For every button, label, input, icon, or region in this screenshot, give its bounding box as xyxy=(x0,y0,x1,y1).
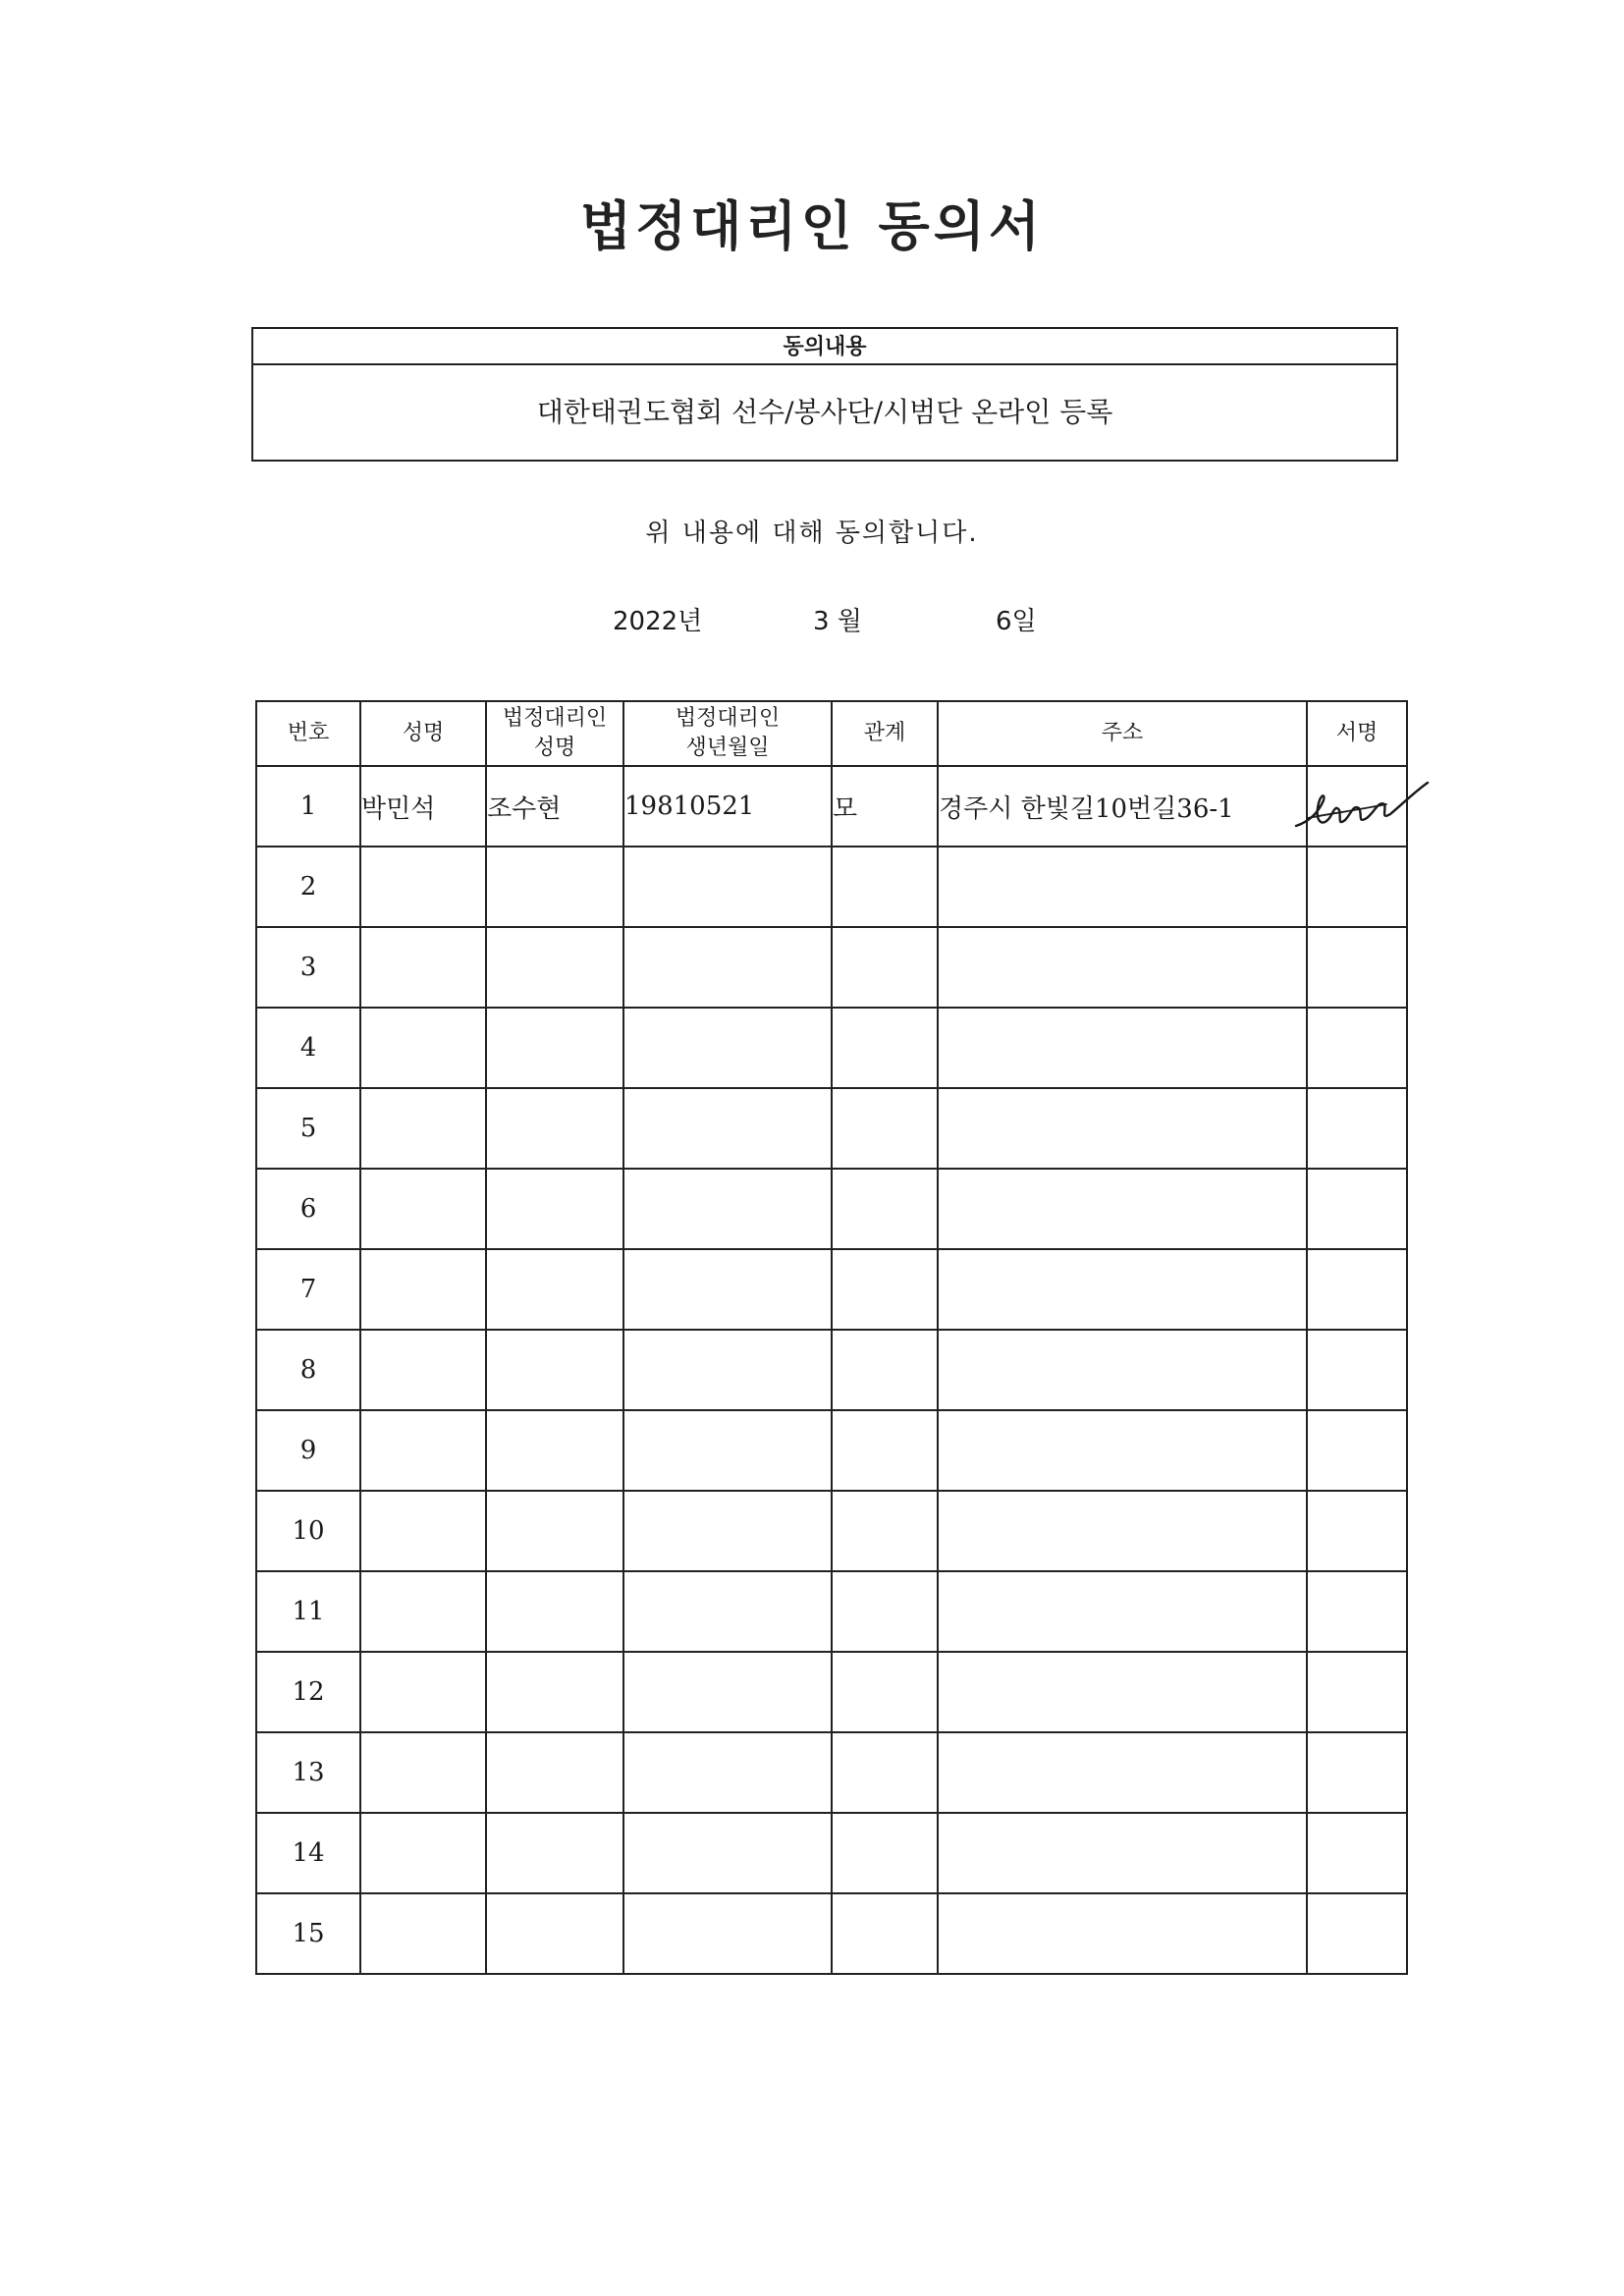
relation-cell xyxy=(832,1088,938,1169)
row-number-cell: 14 xyxy=(256,1813,360,1893)
table-row xyxy=(256,847,1407,927)
table-row xyxy=(256,1732,1407,1813)
row-number-cell: 5 xyxy=(256,1088,360,1169)
row-number-cell: 13 xyxy=(256,1732,360,1813)
guardian-name-cell xyxy=(486,1169,623,1249)
row-number-cell: 7 xyxy=(256,1249,360,1330)
guardian-birthdate-cell xyxy=(623,1732,832,1813)
guardian-name-cell xyxy=(486,1571,623,1652)
address-cell xyxy=(938,1330,1307,1410)
relation-cell xyxy=(832,1571,938,1652)
date-month: 3 월 xyxy=(813,607,862,636)
guardian-name-cell xyxy=(486,1249,623,1330)
table-row xyxy=(256,1249,1407,1330)
relation-cell xyxy=(832,927,938,1008)
relation-cell xyxy=(832,847,938,927)
consent-content: 대한태권도협회 선수/봉사단/시범단 온라인 등록 xyxy=(536,396,1113,428)
member-name-cell xyxy=(360,1169,486,1249)
guardian-birthdate-cell xyxy=(623,1330,832,1410)
row-number-cell: 2 xyxy=(256,847,360,927)
guardian-birthdate-cell: 19810521 xyxy=(623,766,832,847)
signature-cell xyxy=(1307,1088,1407,1169)
guardian-name-cell xyxy=(486,1410,623,1491)
address-cell xyxy=(938,1893,1307,1974)
table-row xyxy=(256,1410,1407,1491)
relation-cell xyxy=(832,1008,938,1088)
address-cell xyxy=(938,1491,1307,1571)
table-row xyxy=(256,1088,1407,1169)
header-name: 성명 xyxy=(360,701,486,766)
guardian-name-cell xyxy=(486,927,623,1008)
member-name-cell xyxy=(360,1330,486,1410)
relation-cell: 모 xyxy=(832,766,938,847)
relation-cell xyxy=(832,1330,938,1410)
document-title: 법정대리인 동의서 xyxy=(579,195,1045,257)
date-year: 2022년 xyxy=(613,607,703,636)
member-name-cell xyxy=(360,1491,486,1571)
row-number-cell: 9 xyxy=(256,1410,360,1491)
member-name-cell xyxy=(360,1410,486,1491)
table-header-row xyxy=(256,701,1407,766)
member-name-cell xyxy=(360,1813,486,1893)
signature-cell xyxy=(1307,1330,1407,1410)
header-number: 번호 xyxy=(256,701,360,766)
handwritten-signature xyxy=(1288,775,1435,844)
member-name-cell xyxy=(360,1249,486,1330)
table-row xyxy=(256,766,1407,847)
relation-cell xyxy=(832,1410,938,1491)
guardian-birthdate-cell xyxy=(623,1813,832,1893)
guardian-birthdate-cell xyxy=(623,1088,832,1169)
member-name-cell xyxy=(360,1088,486,1169)
relation-cell xyxy=(832,1652,938,1732)
guardian-birthdate-cell xyxy=(623,1571,832,1652)
agreement-statement: 위 내용에 대해 동의합니다. xyxy=(645,519,979,548)
member-name-cell xyxy=(360,847,486,927)
signature-cell xyxy=(1307,1652,1407,1732)
address-cell xyxy=(938,847,1307,927)
row-number-cell: 6 xyxy=(256,1169,360,1249)
signature-cell xyxy=(1307,1732,1407,1813)
address-cell xyxy=(938,1249,1307,1330)
relation-cell xyxy=(832,1491,938,1571)
guardian-birthdate-cell xyxy=(623,1893,832,1974)
signature-cell xyxy=(1307,1410,1407,1491)
relation-cell xyxy=(832,1732,938,1813)
address-cell xyxy=(938,1732,1307,1813)
row-number-cell: 15 xyxy=(256,1893,360,1974)
table-row xyxy=(256,927,1407,1008)
guardian-name-cell: 조수현 xyxy=(486,766,623,847)
row-number-cell: 8 xyxy=(256,1330,360,1410)
table-row xyxy=(256,1652,1407,1732)
guardian-name-cell xyxy=(486,1491,623,1571)
signature-cell xyxy=(1307,927,1407,1008)
table-row xyxy=(256,1813,1407,1893)
address-cell xyxy=(938,1008,1307,1088)
member-name-cell: 박민석 xyxy=(360,766,486,847)
signature-cell xyxy=(1307,1249,1407,1330)
header-guardian-birth: 법정대리인 생년월일 xyxy=(623,701,832,766)
member-name-cell xyxy=(360,1652,486,1732)
table-row xyxy=(256,1491,1407,1571)
guardian-name-cell xyxy=(486,1652,623,1732)
signature-cell xyxy=(1307,1169,1407,1249)
guardian-birthdate-cell xyxy=(623,1410,832,1491)
address-cell xyxy=(938,1169,1307,1249)
address-cell xyxy=(938,1813,1307,1893)
signature-cell xyxy=(1307,1008,1407,1088)
address-cell: 경주시 한빛길10번길36-1 xyxy=(938,766,1307,847)
row-number-cell: 4 xyxy=(256,1008,360,1088)
header-relation: 관계 xyxy=(832,701,938,766)
address-cell xyxy=(938,1571,1307,1652)
signature-cell xyxy=(1307,1893,1407,1974)
guardian-birthdate-cell xyxy=(623,1491,832,1571)
table-row xyxy=(256,1330,1407,1410)
member-name-cell xyxy=(360,1008,486,1088)
relation-cell xyxy=(832,1249,938,1330)
address-cell xyxy=(938,1652,1307,1732)
guardian-consent-table xyxy=(255,700,1408,1975)
address-cell xyxy=(938,1410,1307,1491)
guardian-name-cell xyxy=(486,1330,623,1410)
guardian-birthdate-cell xyxy=(623,927,832,1008)
member-name-cell xyxy=(360,927,486,1008)
signature-cell xyxy=(1307,766,1407,847)
header-address: 주소 xyxy=(938,701,1307,766)
member-name-cell xyxy=(360,1732,486,1813)
member-name-cell xyxy=(360,1893,486,1974)
address-cell xyxy=(938,1088,1307,1169)
relation-cell xyxy=(832,1813,938,1893)
row-number-cell: 11 xyxy=(256,1571,360,1652)
consent-header: 동의내용 xyxy=(253,329,1396,365)
signature-cell xyxy=(1307,1571,1407,1652)
address-cell xyxy=(938,927,1307,1008)
table-row xyxy=(256,1571,1407,1652)
guardian-name-cell xyxy=(486,1088,623,1169)
guardian-birthdate-cell xyxy=(623,1008,832,1088)
row-number-cell: 1 xyxy=(256,766,360,847)
header-guardian-name: 법정대리인 성명 xyxy=(486,701,623,766)
guardian-birthdate-cell xyxy=(623,1249,832,1330)
relation-cell xyxy=(832,1169,938,1249)
date-day: 6일 xyxy=(996,607,1037,636)
guardian-birthdate-cell xyxy=(623,1169,832,1249)
row-number-cell: 10 xyxy=(256,1491,360,1571)
signature-cell xyxy=(1307,847,1407,927)
guardian-name-cell xyxy=(486,1893,623,1974)
guardian-birthdate-cell xyxy=(623,847,832,927)
relation-cell xyxy=(832,1893,938,1974)
table-row xyxy=(256,1008,1407,1088)
guardian-name-cell xyxy=(486,1813,623,1893)
guardian-birthdate-cell xyxy=(623,1652,832,1732)
signature-cell xyxy=(1307,1813,1407,1893)
row-number-cell: 12 xyxy=(256,1652,360,1732)
table-row xyxy=(256,1169,1407,1249)
guardian-name-cell xyxy=(486,847,623,927)
guardian-name-cell xyxy=(486,1008,623,1088)
member-name-cell xyxy=(360,1571,486,1652)
guardian-name-cell xyxy=(486,1732,623,1813)
signature-cell xyxy=(1307,1491,1407,1571)
consent-section xyxy=(251,327,1398,462)
header-signature: 서명 xyxy=(1307,701,1407,766)
table-row xyxy=(256,1893,1407,1974)
row-number-cell: 3 xyxy=(256,927,360,1008)
